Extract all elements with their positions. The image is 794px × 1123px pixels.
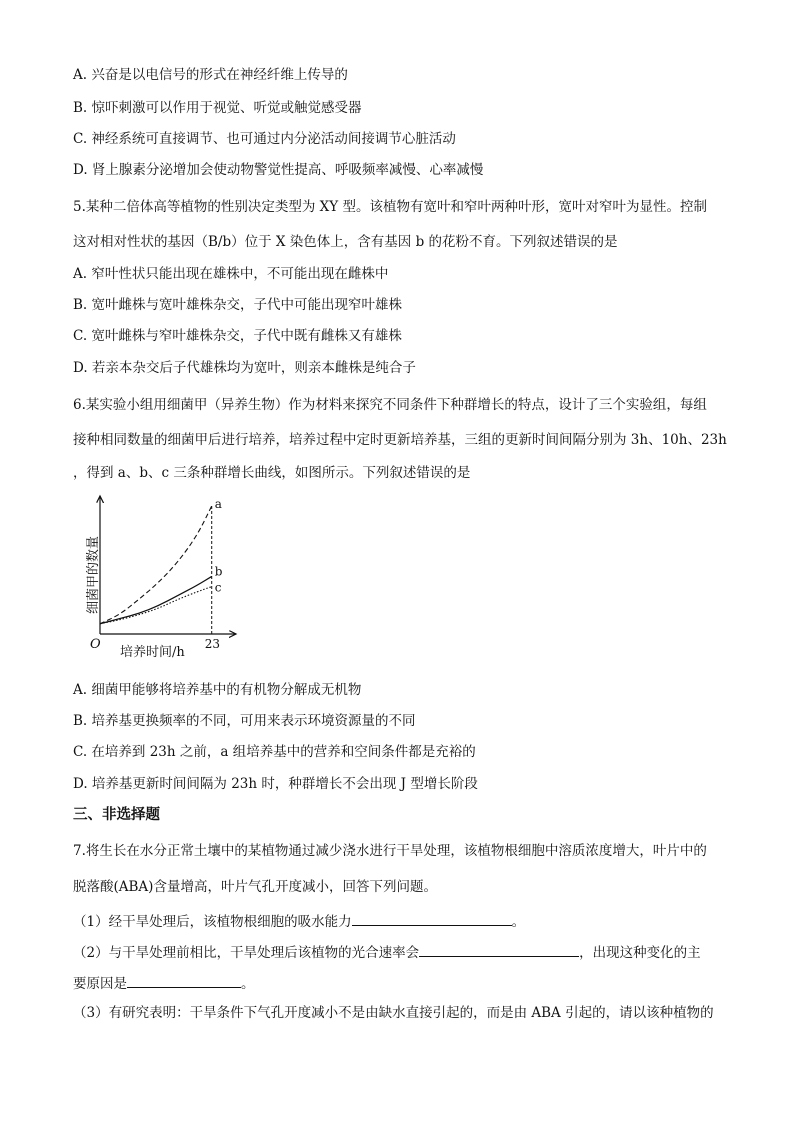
q7-part2-mid: ，出现这种变化的主 xyxy=(579,945,701,961)
section-heading: 三、非选择题 xyxy=(73,807,160,823)
q5-option-b: B. 宽叶雌株与宽叶雄株杂交，子代中可能出现窄叶雄株 xyxy=(73,297,403,313)
q7-part2-blank1[interactable] xyxy=(419,942,579,957)
population-growth-chart xyxy=(86,494,256,664)
q7-part2-blank2[interactable] xyxy=(127,973,241,988)
q5-option-d: D. 若亲本杂交后子代雄株均为宽叶，则亲本雌株是纯合子 xyxy=(73,360,416,376)
q6-option-c: C. 在培养到 23h 之前，a 组培养基中的营养和空间条件都是充裕的 xyxy=(73,744,476,760)
q7-part1-text: （1）经干旱处理后，该植物根细胞的吸水能力 xyxy=(73,914,352,930)
q6-option-b: B. 培养基更换频率的不同，可用来表示环境资源量的不同 xyxy=(73,713,416,729)
q7-part1-blank[interactable] xyxy=(352,911,512,926)
q7-part2-line2 xyxy=(73,973,255,993)
q7-part3: （3）有研究表明：干旱条件下气孔开度减小不是由缺水直接引起的，而是由 ABA 引起的，请以该种植物的 xyxy=(73,1005,714,1021)
curve-b xyxy=(100,576,212,623)
q7-part2-line2-text: 要原因是 xyxy=(73,976,127,992)
q5-stem-line1: 5.某种二倍体高等植物的性别决定类型为 XY 型。该植物有宽叶和窄叶两种叶形，宽叶对窄叶为显性。控制 xyxy=(73,199,707,215)
x-axis-label: 培养时间/h xyxy=(120,645,185,660)
series-label-a: a xyxy=(214,497,222,511)
q5-stem-line2: 这对相对性状的基因（B/b）位于 X 染色体上，含有基因 b 的花粉不育。下列叙述错误的是 xyxy=(73,234,618,250)
curve-c xyxy=(100,587,212,624)
q6-option-d: D. 培养基更新时间间隔为 23h 时，种群增长不会出现 J 型增长阶段 xyxy=(73,776,478,792)
q7-stem-line2: 脱落酸(ABA)含量增高，叶片气孔开度减小，回答下列问题。 xyxy=(73,879,437,895)
q4-option-d: D. 肾上腺素分泌增加会使动物警觉性提高、呼吸频率减慢、心率减慢 xyxy=(73,162,484,178)
q5-option-a: A. 窄叶性状只能出现在雄株中，不可能出现在雌株中 xyxy=(73,266,389,282)
q7-part1-end: 。 xyxy=(511,914,526,930)
q6-option-a: A. 细菌甲能够将培养基中的有机物分解成无机物 xyxy=(73,682,362,698)
q7-part2-text: （2）与干旱处理前相比，干旱处理后该植物的光合速率会 xyxy=(73,945,420,961)
q6-stem-line3: ，得到 a、b、c 三条种群增长曲线，如图所示。下列叙述错误的是 xyxy=(73,465,471,481)
q7-part1 xyxy=(73,911,525,931)
q5-option-c: C. 宽叶雌株与窄叶雄株杂交，子代中既有雌株又有雄株 xyxy=(73,328,402,344)
q7-part2-end: 。 xyxy=(241,976,255,992)
q4-option-c: C. 神经系统可直接调节、也可通过内分泌活动间接调节心脏活动 xyxy=(73,131,456,147)
chart-curves xyxy=(100,506,212,624)
q7-stem-line1: 7.将生长在水分正常土壤中的某植物通过减少浇水进行干旱处理，该植物根细胞中溶质浓度增大，叶片中的 xyxy=(73,843,707,859)
q7-part2-line1 xyxy=(73,942,701,962)
q6-stem-line1: 6.某实验小组用细菌甲（异养生物）作为材料来探究不同条件下种群增长的特点，设计了三个实验组，每组 xyxy=(73,397,707,413)
series-label-c: c xyxy=(214,580,222,595)
y-axis-label: 细菌甲的数量 xyxy=(86,535,101,614)
q4-option-a: A. 兴奋是以电信号的形式在神经纤维上传导的 xyxy=(73,67,348,83)
q4-option-b: B. 惊吓刺激可以作用于视觉、听觉或触觉感受器 xyxy=(73,100,362,116)
series-label-b: b xyxy=(214,564,223,579)
x-tick-label-23: 23 xyxy=(204,637,220,651)
q6-stem-line2: 接种相同数量的细菌甲后进行培养，培养过程中定时更新培养基，三组的更新时间间隔分别为 3h、10h、23h xyxy=(73,432,727,448)
chart-labels xyxy=(86,497,223,660)
origin-label: O xyxy=(90,637,101,652)
